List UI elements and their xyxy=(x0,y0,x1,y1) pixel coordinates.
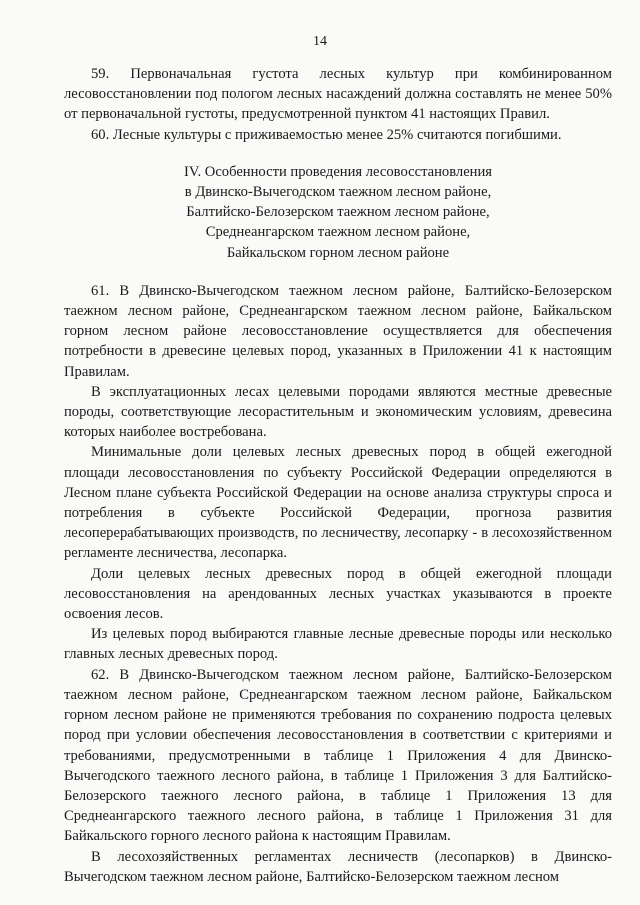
paragraph-61: 61. В Двинско-Вычегодском таежном лесном районе, Балтийско-Белозерском таежном лесном районе, Среднеангарском таежном лесном районе, Байкальском горном лесном районе лесовосстановление осуществляется для обеспечения потребности в древесине целевых пород, указанных в Приложении 41 к настоящим Правилам. xyxy=(64,282,612,380)
section-heading-line: в Двинско-Вычегодском таежном лесном районе, xyxy=(184,184,492,201)
paragraph-leased-plots: Доли целевых лесных древесных пород в общей ежегодной площади лесовосстановления на арендованных лесных участках указываются в проекте освоения лесов. xyxy=(64,565,612,623)
page-number: 14 xyxy=(313,34,327,49)
paragraph-target-species: В эксплуатационных лесах целевыми породами являются местные древесные породы, соответствующие лесорастительным и экономическим условиям, древесина которых наиболее востребована. xyxy=(64,383,612,441)
paragraph-60: 60. Лесные культуры с приживаемостью менее 25% считаются погибшими. xyxy=(91,126,562,143)
section-heading-line: Среднеангарском таежном лесном районе, xyxy=(205,224,471,241)
document-body xyxy=(64,64,612,887)
paragraph-minimum-shares: Минимальные доли целевых лесных древесных пород в общей ежегодной площади лесовосстановления по субъекту Российской Федерации определяются в Лесном плане субъекта Российской Федерации на основе анализа структуры спроса и потребления в субъекте Российской Федерации, прогноза развития лесоперерабатывающих производств, по лесничеству, лесопарку - в лесохозяйственном регламенте лесничества, лесопарка. xyxy=(64,444,612,562)
paragraph-main-species: Из целевых пород выбираются главные лесные древесные породы или несколько главных лесных древесных пород. xyxy=(64,626,612,663)
section-heading xyxy=(64,162,612,263)
paragraph-62: 62. В Двинско-Вычегодском таежном лесном районе, Балтийско-Белозерском таежном лесном районе, Среднеангарском таежном лесном районе, Байкальском горном лесном районе не применяются требования по сохранению подроста целевых пород при условии обеспечения лесовосстановления в соответствии с критериями и требованиями, предусмотренными в таблице 1 Приложения 4 для Двинско-Вычегодского таежного лесного района, в таблице 1 Приложения 3 для Балтийско-Белозерского таежного лесного района, в таблице 1 Приложения 13 для Среднеангарского таежного лесного района, в таблице 1 Приложения 31 для Байкальского горного лесного района к настоящим Правилам. xyxy=(64,666,612,845)
section-heading-line: Байкальском горном лесном районе xyxy=(226,244,450,261)
section-heading-line: IV. Особенности проведения лесовосстановления xyxy=(183,163,493,180)
section-heading-line: Балтийско-Белозерском таежном лесном районе, xyxy=(186,204,490,221)
paragraph-regulations: В лесохозяйственных регламентах лесничеств (лесопарков) в Двинско-Вычегодском таежном лесном районе, Балтийско-Белозерском таежном лесном xyxy=(64,848,612,885)
paragraph-59: 59. Первоначальная густота лесных культур при комбинированном лесовосстановлении под пологом лесных насаждений должна составлять не менее 50% от первоначальной густоты, предусмотренной пунктом 41 настоящих Правил. xyxy=(64,66,612,123)
